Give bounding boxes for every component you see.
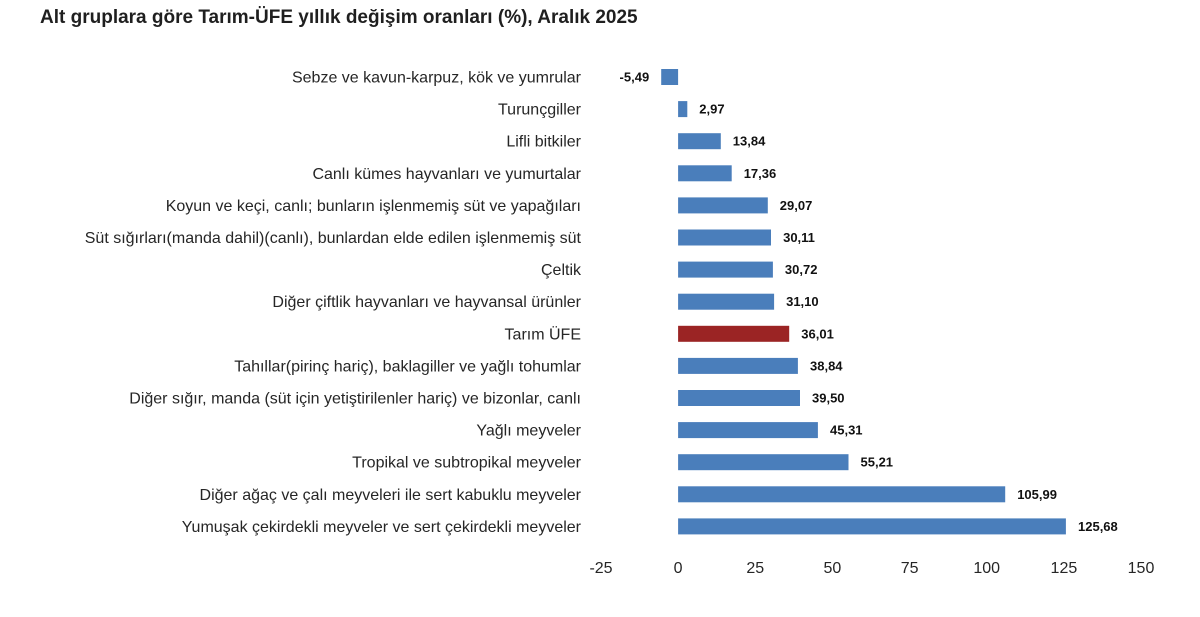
bar-4: [678, 197, 768, 213]
value-label: 55,21: [860, 454, 894, 470]
bar-1: [678, 101, 687, 117]
value-label: 38,84: [810, 358, 843, 374]
x-tick-label: 50: [823, 560, 842, 577]
category-labels: [85, 70, 582, 536]
category-label: Yumuşak çekirdekli meyveler ve sert çekirdekli meyveler: [181, 518, 581, 536]
value-label: 17,36: [743, 165, 777, 181]
category-label: Çeltik: [540, 262, 581, 280]
category-label: Koyun ve keçi, canlı; bunların işlenmemiş süt ve yapağıları: [165, 197, 581, 215]
x-tick-label: 75: [900, 560, 919, 577]
category-label: Lifli bitkiler: [506, 133, 581, 151]
bar-7: [678, 294, 774, 310]
category-label: Diğer ağaç ve çalı meyveleri ile sert kabuklu meyveler: [199, 486, 581, 504]
category-label: Sebze ve kavun-karpuz, kök ve yumrular: [291, 69, 581, 87]
value-label: 2,97: [699, 101, 725, 117]
bar-8: [678, 326, 789, 342]
x-tick-label: 150: [1127, 560, 1155, 577]
bar-9: [678, 358, 798, 374]
value-label: 13,84: [732, 133, 766, 149]
x-tick-label: 25: [746, 560, 765, 577]
category-label: Tropikal ve subtropikal meyveler: [352, 454, 581, 472]
category-label: Turunçgiller: [498, 101, 581, 119]
value-label: 45,31: [830, 422, 863, 438]
category-label: Tahıllar(pirinç hariç), baklagiller ve yağlı tohumlar: [234, 358, 581, 376]
bar-11: [678, 422, 818, 438]
value-label: 105,99: [1017, 486, 1057, 502]
x-tick-label: 0: [673, 560, 683, 577]
value-label: 30,11: [783, 230, 815, 245]
bar-12: [678, 454, 848, 470]
x-tick-label: 100: [973, 560, 1001, 577]
bar-6: [678, 262, 773, 278]
category-label: Diğer sığır, manda (süt için yetiştirilenler hariç) ve bizonlar, canlı: [129, 390, 581, 408]
value-label: 125,68: [1078, 518, 1118, 534]
bar-0: [661, 69, 678, 85]
bar-10: [678, 390, 800, 406]
category-label: Süt sığırları(manda dahil)(canlı), bunlardan elde edilen işlenmemiş süt: [84, 230, 581, 247]
value-label: 30,72: [784, 262, 818, 278]
bar-3: [678, 165, 732, 181]
value-label: -5,49: [619, 69, 650, 85]
bar-2: [678, 133, 721, 149]
value-label: 31,10: [786, 294, 819, 310]
category-label: Yağlı meyveler: [476, 422, 581, 440]
bar-14: [678, 518, 1066, 534]
value-label: 36,01: [801, 326, 834, 342]
value-label: 39,50: [812, 390, 845, 406]
bar-5: [678, 230, 771, 246]
value-label: 29,07: [779, 197, 813, 213]
chart-title: Alt gruplara göre Tarım-ÜFE yıllık değişim oranları (%), Aralık 2025: [40, 7, 638, 28]
category-label: Canlı kümes hayvanları ve yumurtalar: [312, 165, 581, 183]
x-tick-label: 125: [1050, 560, 1078, 577]
bar-13: [678, 486, 1005, 502]
x-tick-label: -25: [589, 560, 613, 577]
x-axis-ticks: [589, 560, 1154, 577]
category-label: Diğer çiftlik hayvanları ve hayvansal ürünler: [272, 294, 581, 312]
category-label: Tarım ÜFE: [504, 326, 581, 344]
